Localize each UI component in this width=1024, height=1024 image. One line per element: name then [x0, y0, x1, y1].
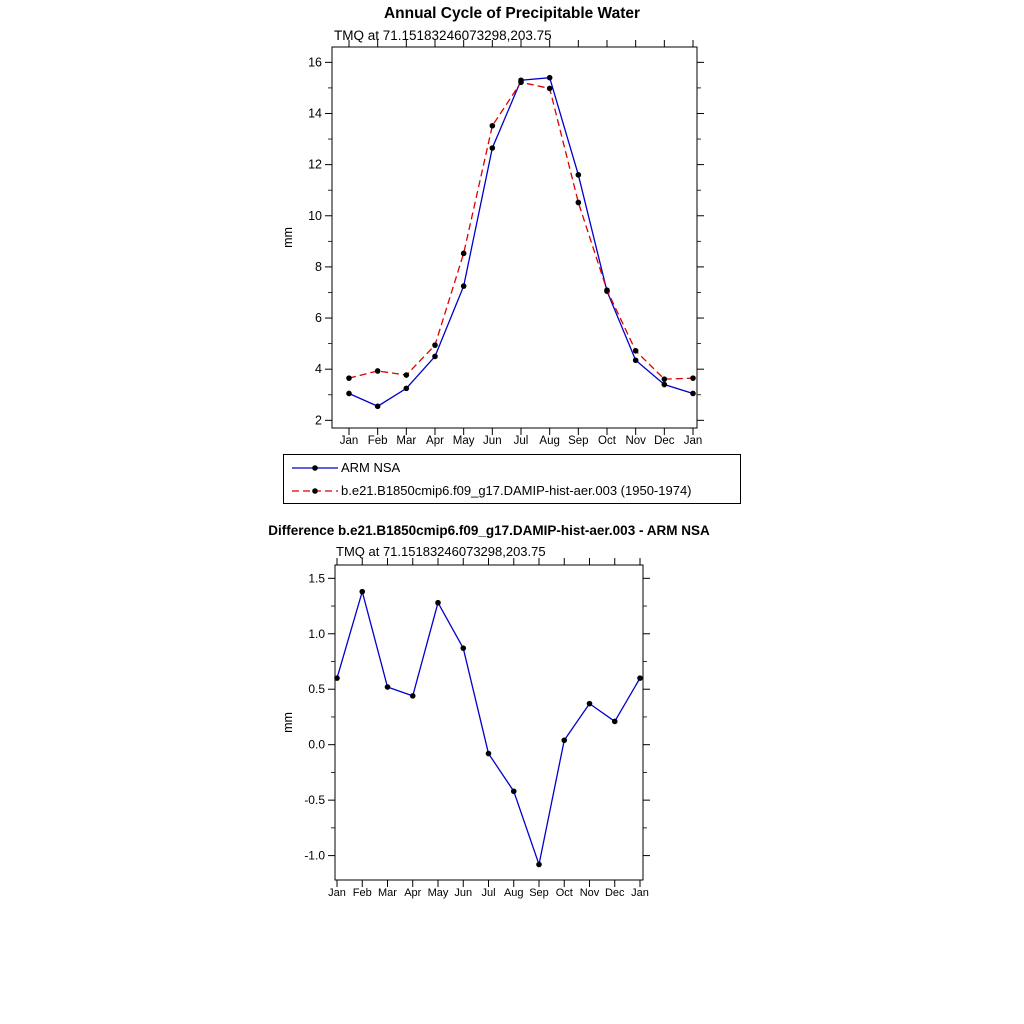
svg-text:Jun: Jun	[454, 887, 473, 899]
svg-text:10: 10	[308, 208, 322, 223]
svg-text:Jan: Jan	[631, 887, 649, 899]
svg-text:12: 12	[308, 157, 322, 172]
svg-text:Mar: Mar	[378, 887, 397, 899]
svg-text:Feb: Feb	[367, 435, 388, 447]
difference-subtitle: TMQ at 71.15183246073298,203.75	[336, 544, 546, 559]
svg-text:Sep: Sep	[568, 435, 589, 447]
svg-text:4: 4	[315, 362, 322, 377]
legend-item-model	[291, 479, 740, 502]
svg-text:2: 2	[315, 413, 322, 428]
svg-text:-0.5: -0.5	[304, 793, 325, 808]
svg-text:May: May	[452, 435, 475, 447]
svg-text:mm: mm	[281, 712, 295, 733]
svg-text:14: 14	[308, 106, 322, 121]
legend-item-arm-nsa	[291, 456, 740, 479]
annual-cycle-title: Annual Cycle of Precipitable Water	[383, 5, 641, 22]
svg-text:Feb: Feb	[352, 887, 372, 899]
svg-text:6: 6	[315, 311, 322, 326]
difference-chart	[250, 558, 750, 923]
svg-text:1.5: 1.5	[308, 571, 325, 586]
legend	[283, 454, 741, 504]
svg-text:0.0: 0.0	[308, 737, 325, 752]
svg-text:Sep: Sep	[529, 887, 549, 899]
svg-text:Dec: Dec	[654, 435, 675, 447]
svg-text:16: 16	[308, 55, 322, 70]
legend-label: ARM NSA	[341, 460, 401, 475]
svg-text:Jan: Jan	[683, 435, 703, 447]
legend-line-sample	[291, 483, 339, 499]
svg-text:Jul: Jul	[481, 887, 496, 899]
svg-text:Jan: Jan	[328, 887, 346, 899]
legend-line-sample	[291, 460, 339, 476]
svg-text:-1.0: -1.0	[304, 848, 325, 863]
svg-text:Jul: Jul	[513, 435, 529, 447]
svg-text:Apr: Apr	[426, 435, 444, 447]
svg-text:Oct: Oct	[598, 435, 616, 447]
svg-text:Nov: Nov	[625, 435, 646, 447]
svg-text:Dec: Dec	[604, 887, 625, 899]
svg-text:Jan: Jan	[339, 435, 359, 447]
svg-text:Jun: Jun	[483, 435, 502, 447]
svg-text:Apr: Apr	[404, 887, 422, 899]
svg-text:Nov: Nov	[579, 887, 600, 899]
svg-text:Mar: Mar	[396, 435, 417, 447]
svg-text:May: May	[427, 887, 449, 899]
svg-text:0.5: 0.5	[308, 682, 325, 697]
svg-text:Aug: Aug	[539, 435, 560, 447]
legend-label: b.e21.B1850cmip6.f09_g17.DAMIP-hist-aer.003 (1950-1974)	[341, 483, 692, 498]
svg-text:8: 8	[315, 259, 322, 274]
svg-text:mm: mm	[281, 227, 295, 248]
annual-cycle-subtitle: TMQ at 71.15183246073298,203.75	[334, 28, 552, 43]
annual-cycle-chart	[250, 42, 750, 467]
svg-text:Oct: Oct	[555, 887, 573, 899]
svg-text:1.0: 1.0	[308, 626, 325, 641]
svg-text:Aug: Aug	[503, 887, 524, 899]
difference-title: Difference b.e21.B1850cmip6.f09_g17.DAMIP-hist-aer.003 - ARM NSA	[268, 523, 710, 538]
